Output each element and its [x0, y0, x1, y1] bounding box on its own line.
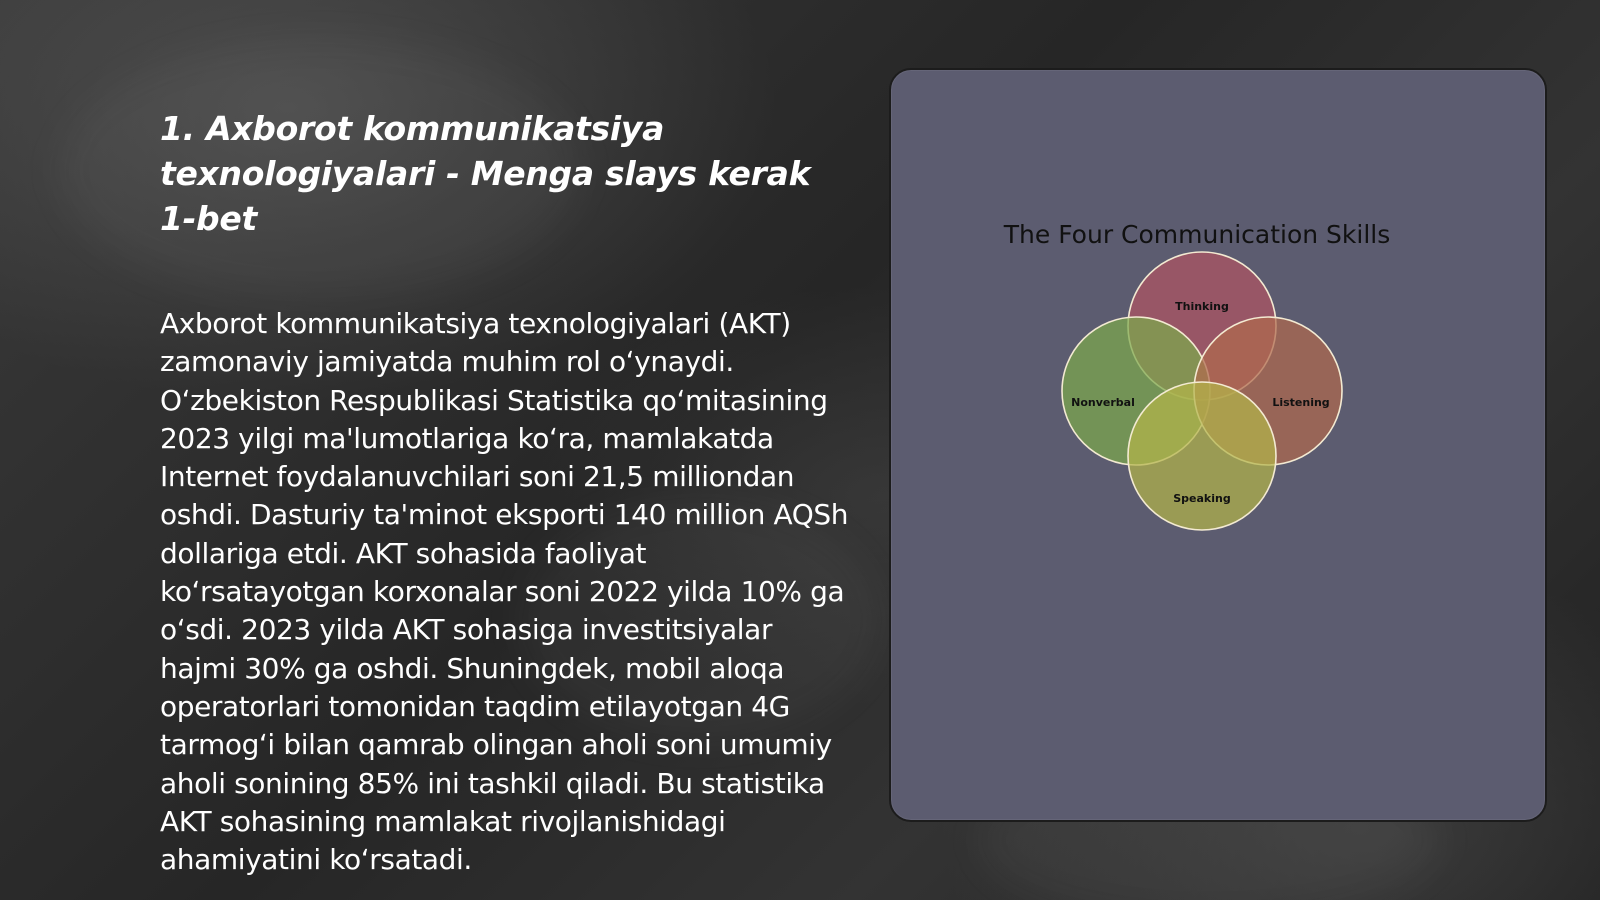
- venn-label-listening: Listening: [1272, 396, 1330, 409]
- venn-label-thinking: Thinking: [1175, 300, 1229, 313]
- venn-label-nonverbal: Nonverbal: [1071, 396, 1135, 409]
- slide-body-text: Axborot kommunikatsiya texnologiyalari (AKT) zamonaviy jamiyatda muhim rol oʻynaydi. Oʻzbekiston Respublikasi Statistika qoʻmitasining 2023 yilgi ma'lumotlariga koʻra, mamlakatda Internet foydalanuvchilari soni 21,5 milliondan oshdi. Dasturiy ta'minot eksporti 140 million AQSh dollariga etdi. AKT sohasida faoliyat koʻrsatayotgan korxonalar soni 2022 yilda 10% ga oʻsdi. 2023 yilda AKT sohasiga investitsiyalar hajmi 30% ga oshdi. Shuningdek, mobil aloqa operatorlari tomonidan taqdim etilayotgan 4G tarmogʻi bilan qamrab olingan aholi soni umumiy aholi sonining 85% ini tashkil qiladi. Bu statistika AKT sohasining mamlakat rivojlanishidagi ahamiyatini koʻrsatadi.: [160, 307, 849, 877]
- venn-diagram: [891, 70, 1545, 820]
- venn-circles: [1062, 252, 1342, 530]
- slide-title: 1. Axborot kommunikatsiya texnologiyalari - Menga slays kerak 1-bet: [160, 109, 811, 238]
- diagram-title: The Four Communication Skills: [1003, 220, 1391, 249]
- venn-circle-speaking: [1128, 382, 1276, 530]
- diagram-panel: [889, 68, 1547, 822]
- venn-label-speaking: Speaking: [1173, 492, 1231, 505]
